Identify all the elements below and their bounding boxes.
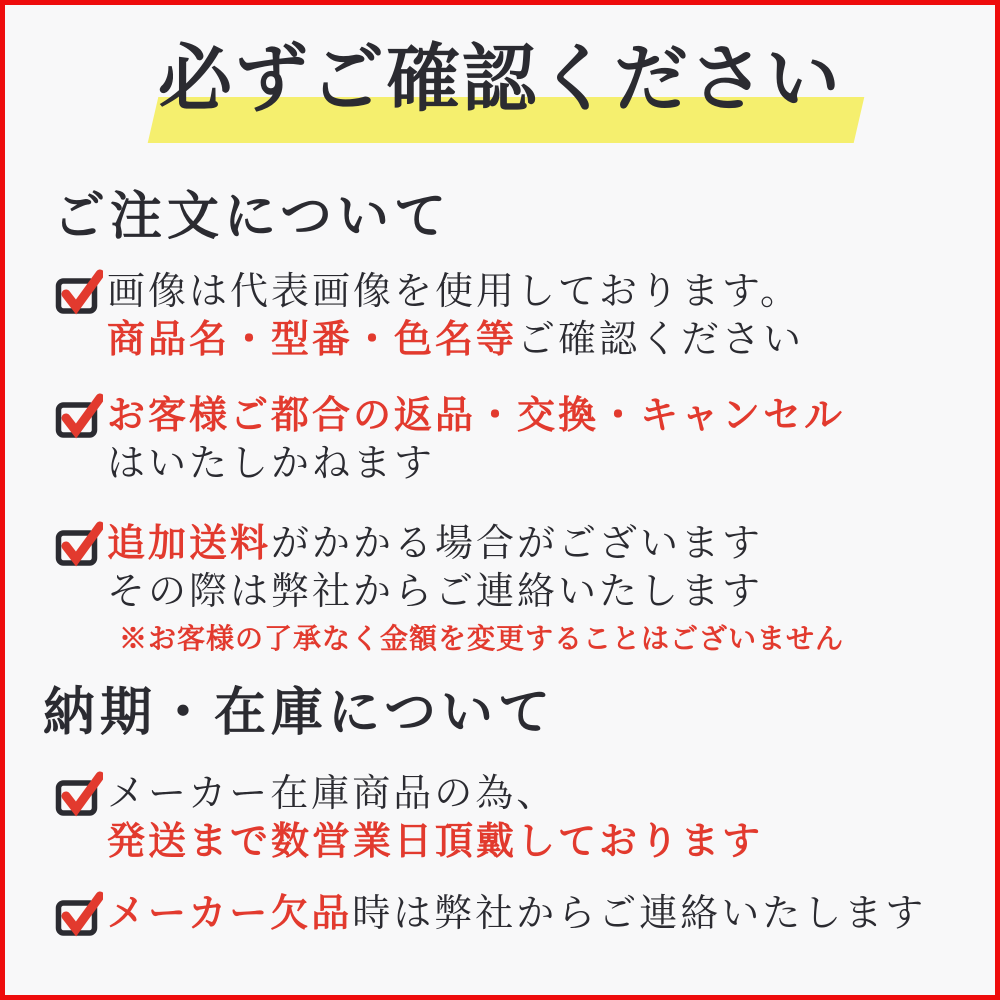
checked-checkbox-icon [55, 393, 103, 441]
item-text-segment-red: 追加送料 [107, 520, 272, 565]
checked-checkbox-icon [55, 269, 103, 317]
list-item [55, 267, 804, 363]
checked-checkbox-icon [55, 771, 103, 819]
list-item [55, 519, 844, 659]
section-heading-orders: ご注文について [53, 186, 451, 247]
item-text [107, 391, 845, 487]
item-text [107, 519, 844, 659]
item-text [107, 267, 804, 363]
item-note: ※お客様の了承なく金額を変更することはございません [119, 622, 845, 655]
page-title: 必ずご確認ください [158, 36, 842, 122]
list-item [55, 769, 763, 865]
item-text-segment-red: 商品名・型番・色名等 [107, 316, 518, 361]
item-text [107, 769, 763, 865]
list-item [55, 889, 926, 939]
item-text-segment-red: お客様ご都合の返品・交換・キャンセル [107, 392, 846, 437]
checked-checkbox-icon [55, 891, 103, 939]
item-text-segment-red: 発送まで数営業日頂戴しております [107, 818, 764, 863]
item-text-segment: 画像は代表画像を使用しております。 [107, 269, 801, 313]
item-text-segment: 時は弊社からご連絡いたします [352, 891, 927, 935]
item-text [107, 889, 926, 937]
item-text-segment: その際は弊社からご連絡いたします [107, 569, 764, 613]
item-text-segment-red: メーカー欠品 [107, 890, 353, 935]
item-text-segment: はいたしかねます [107, 441, 436, 485]
item-text-segment: メーカー在庫商品の為、 [107, 771, 558, 815]
title-banner [5, 5, 995, 165]
list-item [55, 391, 845, 487]
section-heading-stock: 納期・在庫について [43, 682, 555, 743]
item-text-segment: ご確認ください [517, 317, 805, 361]
checked-checkbox-icon [55, 521, 103, 569]
item-text-segment: がかかる場合がございます [271, 521, 764, 565]
